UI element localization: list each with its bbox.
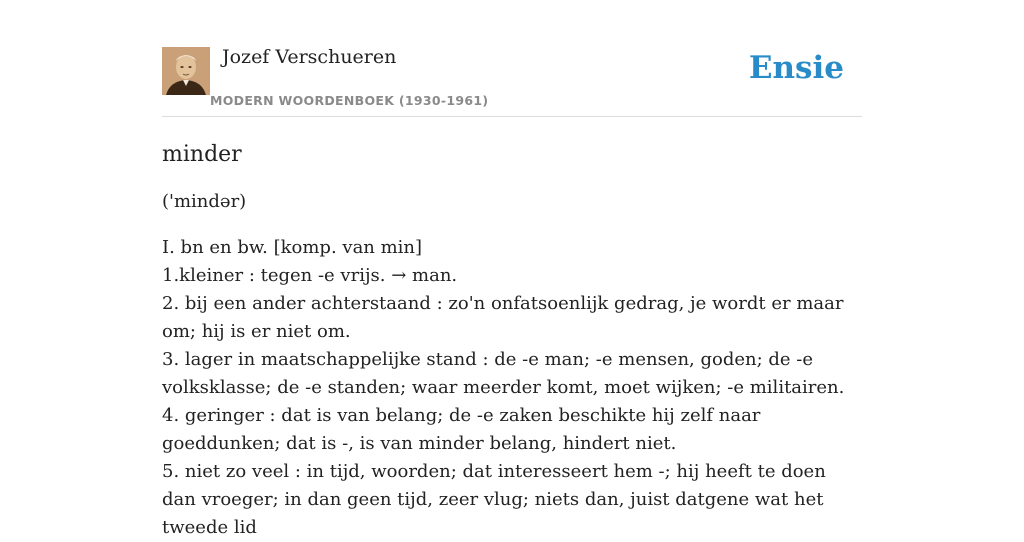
definition-line: 3. lager in maatschappelijke stand : de -e man; -e mensen, goden; de -e volksklasse; de -e standen; waar meerder komt, moet wijken; -e militairen. <box>162 349 845 398</box>
entry-word: minder <box>162 142 242 167</box>
definition-line: 5. niet zo veel : in tijd, woorden; dat interesseert hem -; hij heeft te doen dan vroeger; in dan geen tijd, zeer vlug; niets dan, juist datgene wat het tweede lid <box>162 461 826 538</box>
entry-pronunciation: ('mindər) <box>162 191 247 212</box>
ensie-logo[interactable]: Ensie <box>748 50 844 86</box>
author-avatar[interactable] <box>162 47 210 95</box>
definition-line: 4. geringer : dat is van belang; de -e zaken beschikte hij zelf naar goeddunken; dat is -, is van minder belang, hindert niet. <box>162 405 761 454</box>
definition-line: 2. bij een ander achterstaand : zo'n onfatsoenlijk gedrag, je wordt er maar om; hij is er niet om. <box>162 293 844 342</box>
page-header <box>162 44 862 117</box>
entry-content <box>162 138 862 542</box>
definition-line: I. bn en bw. [komp. van min] <box>162 237 423 258</box>
source-title[interactable]: MODERN WOORDENBOEK (1930-1961) <box>210 93 489 108</box>
portrait-icon <box>162 47 210 95</box>
entry-definition <box>162 234 862 542</box>
definition-line: 1.kleiner : tegen -e vrijs. → man. <box>162 265 458 286</box>
author-name[interactable]: Jozef Verschueren <box>222 46 397 68</box>
